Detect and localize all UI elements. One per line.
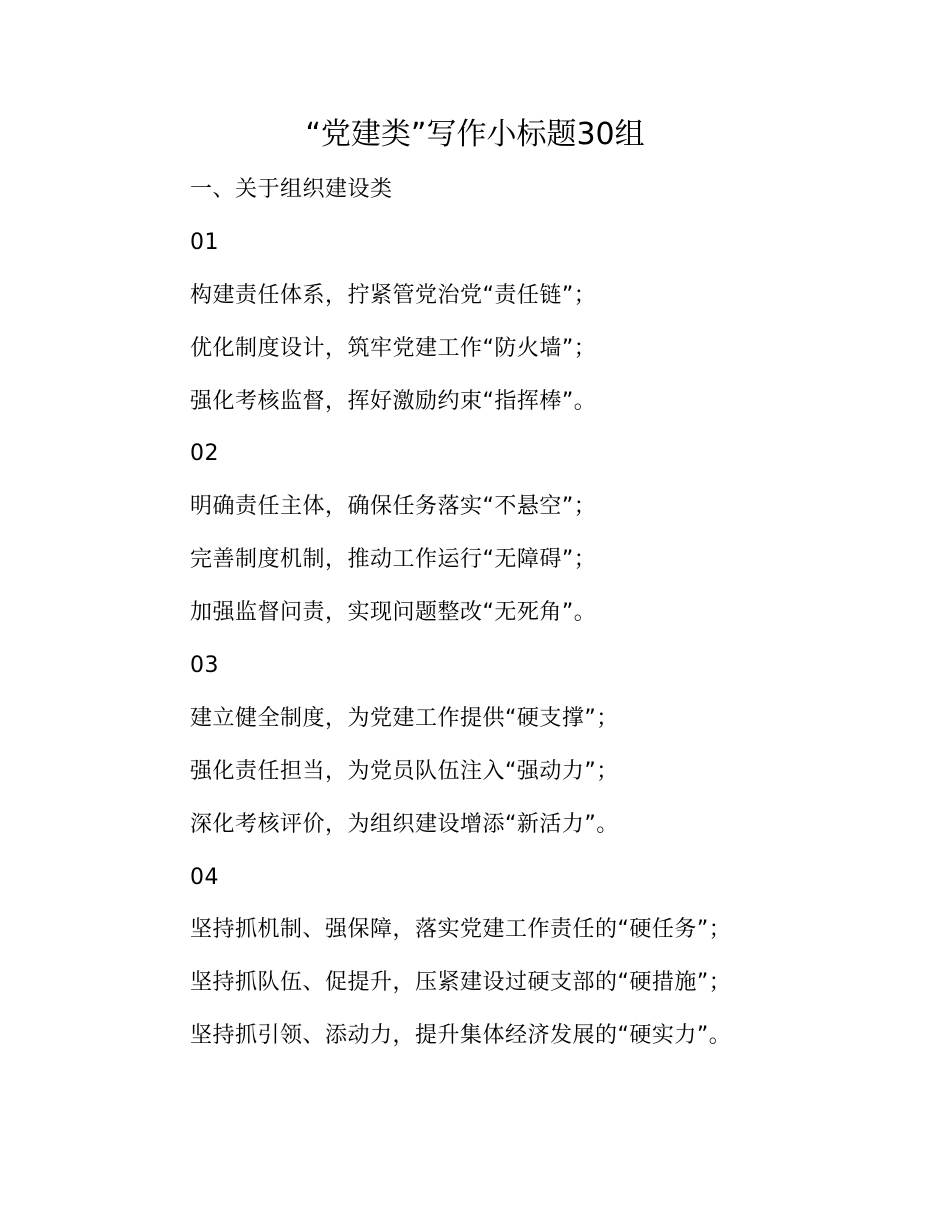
group-line: 强化考核监督，挥好激励约束“指挥棒”。 (190, 388, 597, 414)
document-body (190, 170, 910, 1069)
group-line: 加强监督问责，实现问题整改“无死角”。 (190, 600, 597, 626)
group-line: 建立健全制度，为党建工作提供“硬支撑”； (190, 705, 619, 731)
group-line: 坚持抓队伍、促提升，压紧建设过硬支部的“硬措施”； (190, 970, 732, 996)
group-line: 构建责任体系，拧紧管党治党“责任链”； (190, 282, 597, 308)
document-title: “党建类”写作小标题30组 (305, 117, 645, 152)
group-line: 坚持抓引领、添动力，提升集体经济发展的“硬实力”。 (190, 1023, 732, 1049)
group-line: 强化责任担当，为党员队伍注入“强动力”； (190, 758, 619, 784)
group-number: 03 (190, 653, 219, 679)
group-number: 04 (190, 864, 219, 890)
group-number: 01 (190, 229, 219, 255)
group-line: 完善制度机制，推动工作运行“无障碍”； (190, 547, 597, 573)
group-line: 优化制度设计，筑牢党建工作“防火墙”； (190, 335, 597, 361)
group-number: 02 (190, 441, 219, 467)
group-line: 坚持抓机制、强保障，落实党建工作责任的“硬任务”； (190, 917, 732, 943)
group-line: 深化考核评价，为组织建设增添“新活力”。 (190, 811, 619, 837)
section-heading: 一、关于组织建设类 (190, 177, 393, 202)
group-line: 明确责任主体，确保任务落实“不悬空”； (190, 494, 597, 520)
